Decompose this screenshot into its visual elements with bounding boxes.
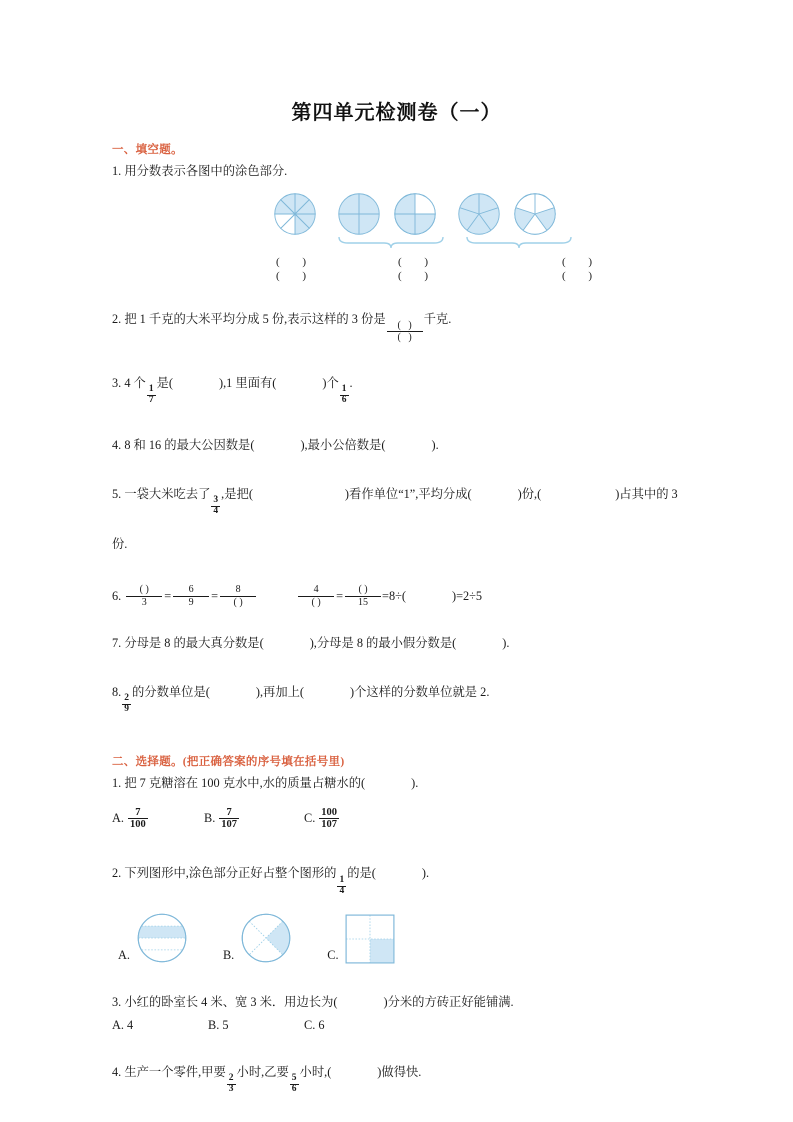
circle-quarters-three-icon (392, 191, 438, 237)
numerator: 2 (124, 693, 129, 704)
option-a[interactable]: A. 4 (112, 1017, 134, 1032)
question-number: 4. (112, 1064, 122, 1079)
question-number: 2. (112, 866, 122, 881)
circle-eighths-icon (272, 191, 318, 237)
question-number: 5. (112, 486, 122, 501)
question-2-1 (112, 774, 683, 793)
denominator: 9 (173, 596, 209, 609)
question-2-1-options (112, 807, 683, 830)
denominator: 107 (321, 819, 338, 831)
question-text: 用分数表示各图中的涂色部分. (124, 164, 288, 178)
figure-circle-eighths (272, 191, 318, 237)
denominator: 6 (341, 394, 347, 405)
question-number: 6. (112, 588, 122, 603)
answer-fraction-blank-1[interactable] (272, 256, 320, 284)
fraction-option (128, 807, 148, 830)
fraction-option (219, 807, 239, 830)
numerator: 6 (188, 584, 194, 596)
question-text-part: . (349, 375, 353, 390)
q1-bracket-row (112, 235, 683, 254)
denominator-blank[interactable]: ( ) (298, 596, 334, 609)
question-text-part: ),再加上( (255, 685, 305, 700)
question-text-part: )个这样的分数单位就是 2. (350, 685, 490, 700)
equals-sign: = (164, 588, 172, 603)
answer-fraction-blank[interactable] (387, 320, 423, 344)
question-number: 1. (112, 164, 122, 178)
question-text-part: ). (502, 636, 510, 651)
brace-icon (464, 235, 574, 249)
denominator: 6 (291, 1083, 297, 1094)
denominator-blank[interactable]: ( ) (387, 331, 423, 344)
fraction-three-quarters (211, 496, 220, 517)
fraction-option (319, 807, 339, 830)
numerator: 3 (213, 495, 219, 506)
question-1-3 (112, 374, 683, 406)
circle-horizontal-bands-icon (135, 911, 189, 965)
q1-answer-row (112, 256, 683, 284)
question-1-7 (112, 634, 683, 653)
question-text-part: ). (431, 437, 439, 452)
question-text-part: )占其中的 3 (615, 486, 678, 501)
option-c[interactable] (304, 807, 340, 830)
question-text-part: 分母是 8 的最大真分数是( (124, 636, 264, 651)
question-text-part: )分米的方砖正好能铺满. (383, 994, 514, 1009)
question-text-part: 的是( (347, 866, 376, 881)
denominator-blank[interactable]: ( ) (220, 596, 256, 609)
numerator: 2 (228, 1072, 234, 1083)
worksheet-content (0, 141, 793, 1095)
answer-numerator-blank[interactable]: ( ) (561, 256, 603, 269)
denominator: 7 (148, 394, 154, 405)
shape-option-c[interactable] (327, 913, 395, 965)
question-text-part: )个 (322, 375, 339, 390)
brace-icon (336, 235, 446, 249)
question-2-3-options (112, 1018, 683, 1033)
fraction-two-thirds (227, 1074, 236, 1095)
numerator: 7 (135, 807, 141, 819)
question-number: 3. (112, 375, 122, 390)
figure-circle-fifths-two (512, 191, 558, 237)
bracket-pair-1 (336, 235, 446, 254)
option-c[interactable]: C. 6 (304, 1017, 325, 1032)
option-b[interactable]: B. 5 (208, 1017, 229, 1032)
numerator: 8 (235, 584, 241, 596)
question-text: 把 1 千克的大米平均分成 5 份,表示这样的 3 份是 (124, 311, 386, 326)
question-number: 1. (112, 776, 122, 791)
option-label: C. (304, 811, 316, 826)
denominator: 3 (126, 596, 162, 609)
equation-tail-2: )=2÷5 (451, 588, 483, 603)
shape-option-b[interactable] (223, 911, 293, 965)
numerator: 1 (148, 383, 154, 394)
denominator: 4 (213, 506, 219, 517)
fraction-blank-a[interactable] (126, 584, 162, 608)
numerator: 4 (313, 584, 319, 596)
answer-denominator-blank[interactable]: ( ) (397, 269, 439, 282)
fraction-six-ninths (173, 584, 209, 608)
numerator: 5 (291, 1072, 297, 1083)
question-text-part: 下列图形中,涂色部分正好占整个图形的 (124, 866, 337, 881)
question-number: 8. (112, 685, 122, 700)
numerator: 1 (339, 874, 345, 885)
question-1-6 (112, 584, 683, 608)
answer-denominator-blank[interactable]: ( ) (275, 269, 317, 282)
answer-denominator-blank[interactable]: ( ) (561, 269, 603, 282)
section-heading-fill-in-blanks: 一、填空题。 (112, 144, 183, 156)
question-text-part: 是( (156, 375, 173, 390)
question-text-part: ,是把( (221, 486, 253, 501)
question-text-part: 4 个 (124, 375, 146, 390)
question-text-part: 小时,乙要 (236, 1064, 289, 1079)
answer-fraction-blank-3[interactable] (558, 256, 606, 284)
question-text-part: ). (421, 866, 430, 881)
section-heading-multiple-choice: 二、选择题。(把正确答案的序号填在括号里) (112, 756, 345, 769)
option-label: B. (204, 811, 216, 826)
denominator: 15 (345, 596, 381, 609)
denominator: 9 (124, 704, 129, 715)
numerator: 7 (226, 807, 232, 819)
question-text-part: )做得快. (377, 1064, 422, 1079)
question-2-2 (112, 864, 683, 896)
option-label: B. (222, 947, 235, 962)
question-1-5-line2: 份. (112, 537, 128, 551)
equals-sign: = (336, 588, 344, 603)
question-text-part: 小红的卧室长 4 米、宽 3 米．用边长为( (124, 994, 338, 1009)
question-1-1 (112, 162, 683, 181)
numerator-blank[interactable]: ( ) (397, 319, 412, 331)
question-number: 2. (112, 311, 122, 326)
figure-circle-quarters-three (392, 191, 438, 237)
question-2-2-shape-options (118, 911, 683, 965)
question-text-part: ),1 里面有( (219, 375, 277, 390)
option-a[interactable] (112, 807, 204, 830)
question-text-part: ),最小公倍数是( (300, 437, 386, 452)
bracket-spacer-1 (272, 235, 318, 254)
shape-option-a[interactable] (118, 911, 189, 965)
denominator: 100 (129, 819, 146, 831)
question-text-part: 把 7 克糖溶在 100 克水中,水的质量占糖水的( (124, 776, 366, 791)
question-text-part: 的分数单位是( (131, 685, 210, 700)
question-1-8 (112, 683, 683, 715)
fraction-two-ninths (122, 694, 131, 715)
option-label: A. (118, 947, 130, 962)
option-b[interactable] (204, 807, 304, 830)
answer-fraction-blank-2[interactable] (394, 256, 442, 284)
question-text-part: ),分母是 8 的最小假分数是( (309, 636, 457, 651)
q1-figure-row (112, 191, 683, 237)
fraction-blank-d[interactable] (298, 584, 334, 608)
bracket-pair-2 (464, 235, 574, 254)
question-2-4 (112, 1063, 683, 1095)
numerator-blank[interactable]: ( ) (358, 584, 368, 596)
figure-circle-fifths-full (456, 191, 502, 237)
denominator: 4 (339, 885, 345, 896)
question-text-part: )看作单位“1”,平均分成( (344, 486, 472, 501)
question-1-5 (112, 485, 683, 517)
answer-numerator-blank[interactable]: ( ) (397, 256, 439, 269)
question-suffix: 千克. (423, 311, 452, 326)
question-2-3 (112, 993, 683, 1012)
denominator: 107 (221, 819, 238, 831)
circle-fifths-full-icon (456, 191, 502, 237)
fraction-blank-c[interactable] (220, 584, 256, 608)
question-text-part: 生产一个零件,甲要 (124, 1064, 226, 1079)
question-text-part: ). (411, 776, 419, 791)
question-number: 3. (112, 994, 122, 1009)
question-text-part: 一袋大米吃去了 (124, 486, 211, 501)
equals-sign: = (211, 588, 219, 603)
question-1-2 (112, 310, 683, 344)
fraction-blank-e[interactable] (345, 584, 381, 608)
question-number: 7. (112, 636, 122, 651)
question-text-part: 小时,( (299, 1064, 332, 1079)
circle-quarters-full-icon (336, 191, 382, 237)
question-text-part: )份,( (517, 486, 542, 501)
numerator: 100 (321, 807, 338, 819)
equation-tail: =8÷( (382, 588, 406, 603)
denominator: 3 (228, 1083, 234, 1094)
square-quartered-icon (344, 913, 396, 965)
numerator: 1 (341, 383, 347, 394)
circle-fifths-two-icon (512, 191, 558, 237)
figure-circle-quarters-full (336, 191, 382, 237)
option-label: C. (327, 947, 339, 962)
question-text-part: 8 和 16 的最大公因数是( (124, 437, 255, 452)
fraction-five-sixths (290, 1074, 299, 1095)
answer-numerator-blank[interactable]: ( ) (275, 256, 317, 269)
page-title: 第四单元检测卷（一） (291, 102, 502, 124)
fraction-one-quarter (337, 876, 346, 897)
numerator-blank[interactable]: ( ) (139, 584, 149, 596)
question-number: 4. (112, 437, 122, 452)
circle-x-quadrant-icon (239, 911, 293, 965)
fraction-one-seventh (147, 385, 156, 406)
fraction-one-sixth (340, 385, 349, 406)
question-1-4 (112, 436, 683, 455)
option-label: A. (112, 811, 124, 826)
